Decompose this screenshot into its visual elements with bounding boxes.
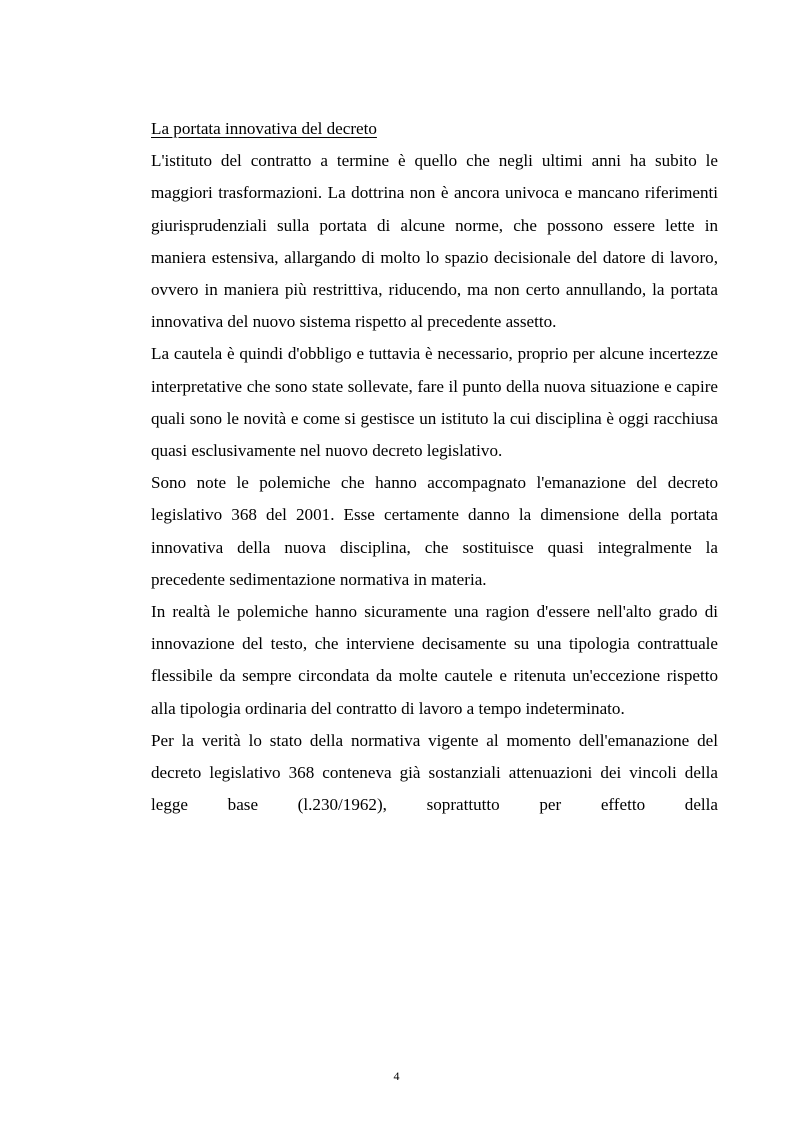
paragraph-4: In realtà le polemiche hanno sicuramente una ragion d'essere nell'alto grado di innovazione del testo, che interviene decisamente su una tipologia contrattuale flessibile da sempre circondata da molte cautele e ritenuta un'eccezione rispetto alla tipologia ordinaria del contratto di lavoro a tempo indeterminato. [151,602,718,718]
paragraph-3: Sono note le polemiche che hanno accompagnato l'emanazione del decreto legislativo 368 del 2001. Esse certamente danno la dimensione della portata innovativa della nuova disciplina, che sostituisce quasi integralmente la precedente sedimentazione normativa in materia. [151,473,718,589]
paragraph-2: La cautela è quindi d'obbligo e tuttavia è necessario, proprio per alcune incertezze interpretative che sono state sollevate, fare il punto della nuova situazione e capire quali sono le novità e come si gestisce un istituto la cui disciplina è oggi racchiusa quasi esclusivamente nel nuovo decreto legislativo. [151,344,718,461]
page-body [151,113,718,821]
paragraph-1: L'istituto del contratto a termine è quello che negli ultimi anni ha subito le maggiori trasformazioni. La dottrina non è ancora univoca e mancano riferimenti giurisprudenziali sulla portata di alcune norme, che possono essere lette in maniera estensiva, allargando di molto lo spazio decisionale del datore di lavoro, ovvero in maniera più restrittiva, riducendo, ma non certo annullando, la portata innovativa del nuovo sistema rispetto al precedente assetto. [151,151,718,332]
section-heading: La portata innovativa del decreto [151,119,377,138]
paragraph-5: Per la verità lo stato della normativa vigente al momento dell'emanazione del decreto legislativo 368 conteneva già sostanziali attenuazioni dei vincoli della legge base (l.230/1962), soprattutto per effetto della [151,730,718,815]
page-number: 4 [393,1069,400,1083]
